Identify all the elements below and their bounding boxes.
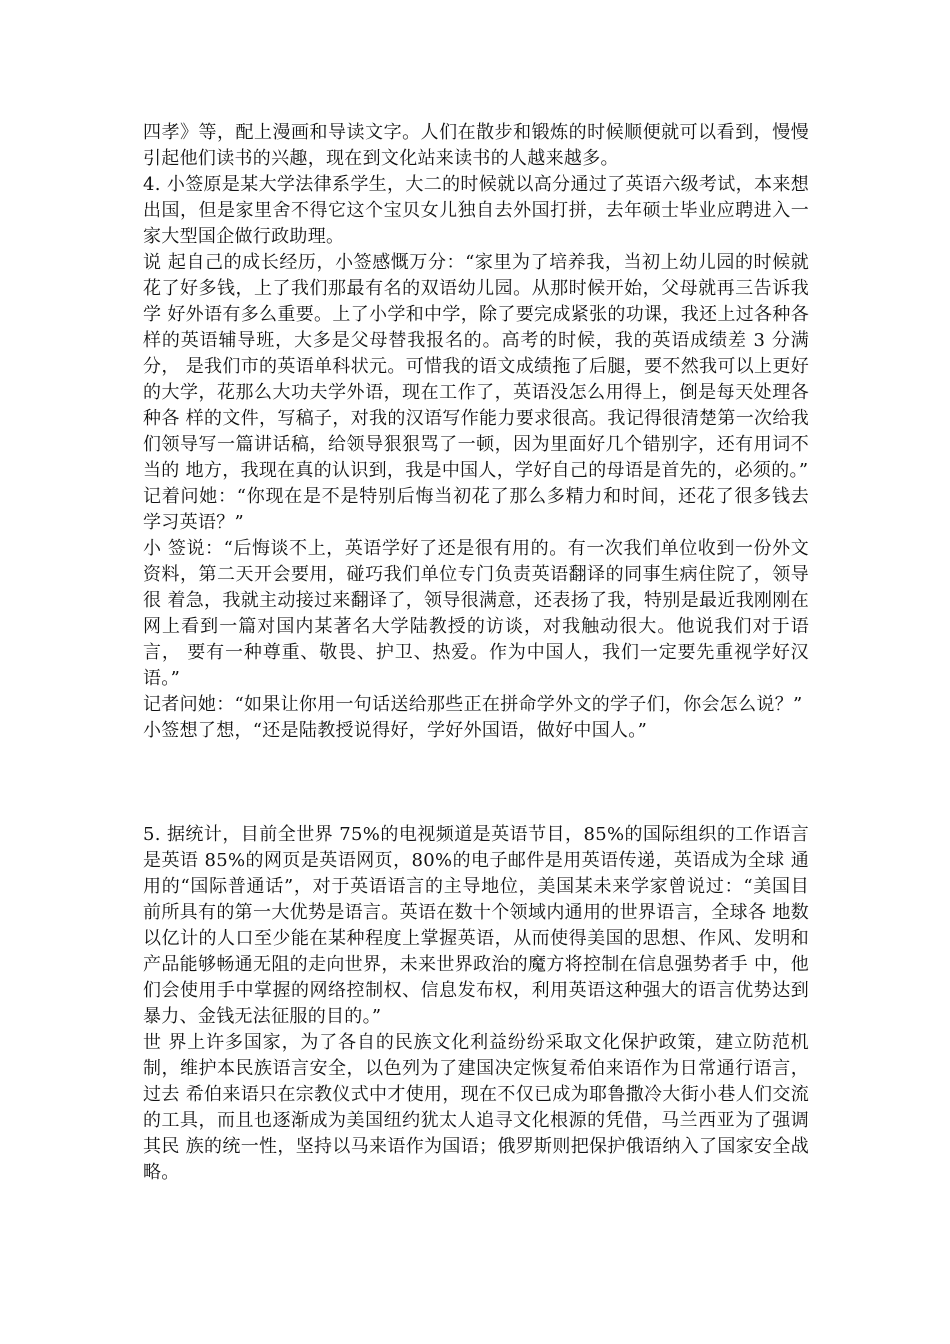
paragraph-answer-2: 小签想了想，“还是陆教授说得好，学好外国语，做好中国人。”: [143, 720, 648, 741]
paragraph-item-5: 5. 据统计，目前全世界 75%的电视频道是英语节目，85%的国际组织的工作语言是英语 85%的网页是英语网页，80%的电子邮件是用英语传递，英语成为全球 通用的“国际普通话”，对于英语语言的主导地位，美国某未来学家曾说过：“美国目前所具有的第一大优势是语言。英语在数十个领域内通用的世界语言，全球各 地数以亿计的人口至少能在某种程度上掌握英语，从而使得美国的思想、作风、发明和产品能够畅通无阻的走向世界，未来世界政治的魔方将控制在信息强势者手 中，他们会使用手中掌握的网络控制权、信息发布权，利用英语这种强大的语言优势达到暴力、金钱无法征服的目的。”: [143, 824, 809, 1027]
document-body: [143, 120, 809, 1186]
section-gap: [143, 744, 809, 822]
paragraph-reporter-question-1: 记着问她：“你现在是不是特别后悔当初花了那么多精力和时间，还花了很多钱去学习英语？”: [143, 486, 809, 533]
paragraph-continuation: 四孝》等，配上漫画和导读文字。人们在散步和锻炼的时候顺便就可以看到，慢慢引起他们读书的兴趣，现在到文化站来读书的人越来越多。: [143, 122, 809, 169]
paragraph-item-4: 4. 小签原是某大学法律系学生，大二的时候就以高分通过了英语六级考试，本来想出国，但是家里舍不得它这个宝贝女儿独自去外国打拼，去年硕士毕业应聘进入一家大型国企做行政助理。: [143, 174, 809, 247]
paragraph-reporter-question-2: 记者问她：“如果让你用一句话送给那些正在拼命学外文的学子们，你会怎么说？”: [143, 694, 803, 715]
paragraph-language-protection: 世 界上许多国家，为了各自的民族文化利益纷纷采取文化保护政策，建立防范机制，维护本民族语言安全，以色列为了建国决定恢复希伯来语作为日常通行语言，过去 希伯来语只在宗教仪式中才使用，现在不仅已成为耶鲁撒冷大街小巷人们交流的工具，而且也逐渐成为美国纽约犹太人追寻文化根源的凭借，马兰西亚为了强调其民 族的统一性，坚持以马来语作为国语；俄罗斯则把保护俄语纳入了国家安全战略。: [143, 1032, 809, 1183]
paragraph-quote-growth: 说 起自己的成长经历，小签感慨万分：“家里为了培养我，当初上幼儿园的时候就花了好多钱，上了我们那最有名的双语幼儿园。从那时候开始，父母就再三告诉我学 好外语有多么重要。上了小学和中学，除了要完成紧张的功课，我还上过各种各样的英语辅导班，大多是父母替我报名的。高考的时候，我的英语成绩差 3 分满分， 是我们市的英语单科状元。可惜我的语文成绩拖了后腿，要不然我可以上更好的大学，花那么大功夫学外语，现在工作了，英语没怎么用得上，倒是每天处理各种各 样的文件，写稿子，对我的汉语写作能力要求很高。我记得很清楚第一次给我们领导写一篇讲话稿，给领导狠狠骂了一顿，因为里面好几个错别字，还有用词不当的 地方，我现在真的认识到，我是中国人，学好自己的母语是首先的，必须的。”: [143, 252, 809, 481]
paragraph-answer-1: 小 签说：“后悔谈不上，英语学好了还是很有用的。有一次我们单位收到一份外文资料，第二天开会要用，碰巧我们单位专门负责英语翻译的同事生病住院了，领导很 着急，我就主动接过来翻译了，领导很满意，还表扬了我，特别是最近我刚刚在网上看到一篇对国内某著名大学陆教授的访谈，对我触动很大。他说我们对于语言， 要有一种尊重、敬畏、护卫、热爱。作为中国人，我们一定要先重视学好汉语。”: [143, 538, 809, 689]
